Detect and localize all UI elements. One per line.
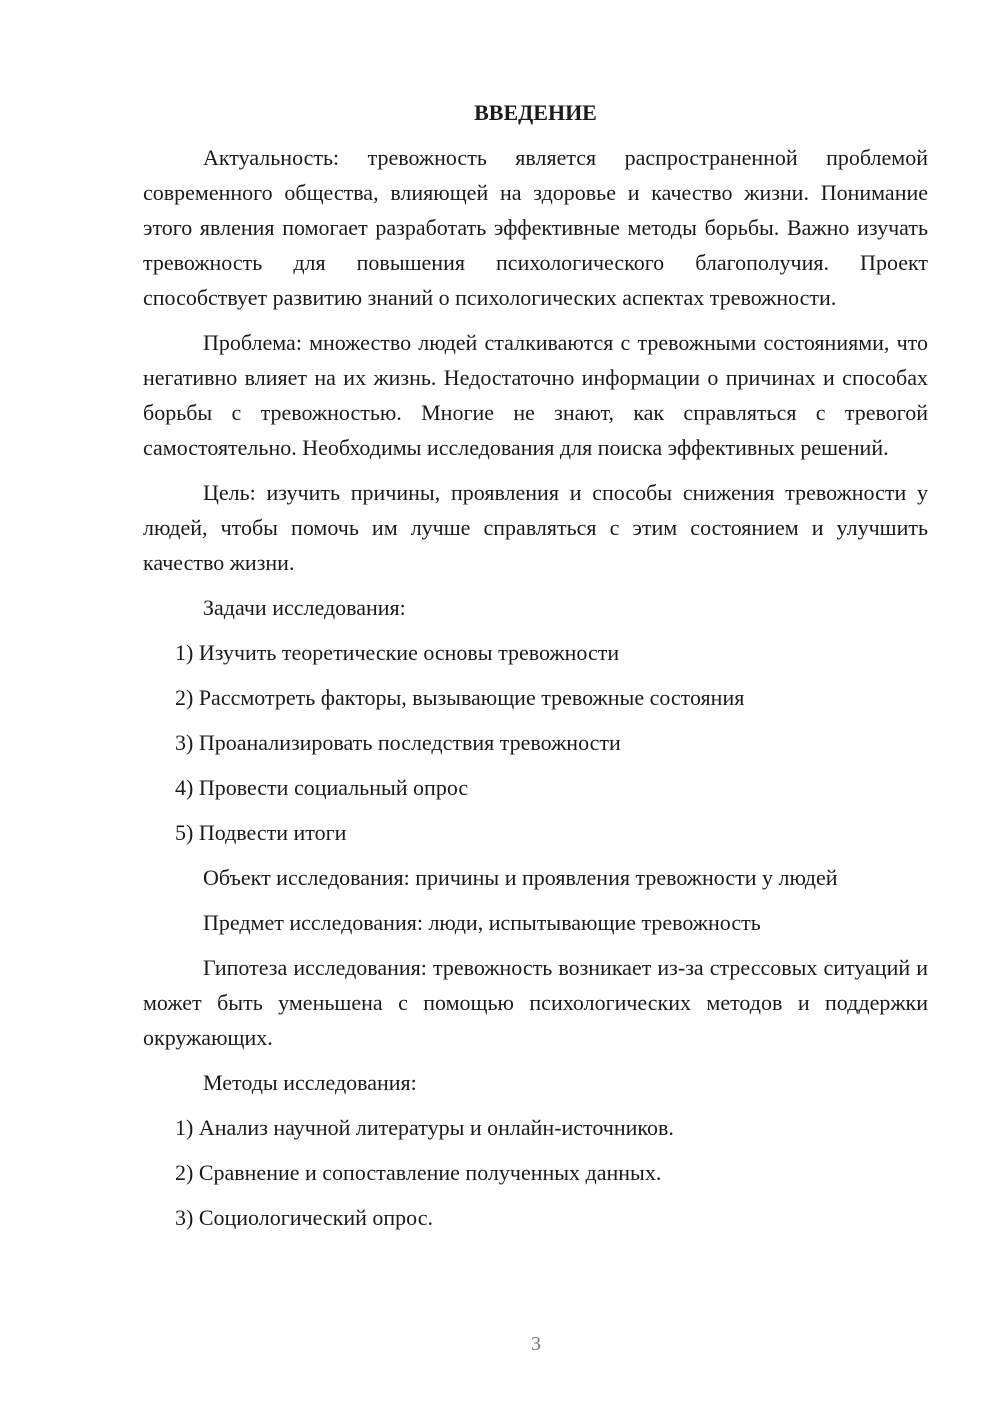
page-content	[143, 95, 928, 1245]
methods-heading: Методы исследования:	[203, 1070, 417, 1095]
task-item-1: 1) Изучить теоретические основы тревожности	[175, 640, 620, 665]
task-item-5: 5) Подвести итоги	[175, 820, 347, 845]
goal-paragraph: Цель: изучить причины, проявления и способы снижения тревожности у людей, чтобы помочь им лучше справляться с этим состоянием и улучшить качество жизни.	[143, 480, 928, 575]
method-item-2: 2) Сравнение и сопоставление полученных данных.	[175, 1160, 662, 1185]
relevance-paragraph: Актуальность: тревожность является распространенной проблемой современного общества, влияющей на здоровье и качество жизни. Понимание этого явления помогает разработать эффективные методы борьбы. Важно изучать тревожность для повышения психологического благополучия. Проект способствует развитию знаний о психологических аспектах тревожности.	[143, 145, 928, 310]
object-line: Объект исследования: причины и проявления тревожности у людей	[203, 865, 838, 890]
page-title: ВВЕДЕНИЕ	[474, 100, 597, 125]
method-item-1: 1) Анализ научной литературы и онлайн-источников.	[175, 1115, 674, 1140]
task-item-4: 4) Провести социальный опрос	[175, 775, 469, 800]
page-number: 3	[531, 1333, 541, 1355]
task-item-3: 3) Проанализировать последствия тревожности	[175, 730, 621, 755]
hypothesis-paragraph: Гипотеза исследования: тревожность возникает из-за стрессовых ситуаций и может быть уменьшена с помощью психологических методов и поддержки окружающих.	[143, 955, 928, 1050]
task-item-2: 2) Рассмотреть факторы, вызывающие тревожные состояния	[175, 685, 745, 710]
subject-line: Предмет исследования: люди, испытывающие тревожность	[203, 910, 761, 935]
problem-paragraph: Проблема: множество людей сталкиваются с тревожными состояниями, что негативно влияет на их жизнь. Недостаточно информации о причинах и способах борьбы с тревожностью. Многие не знают, как справляться с тревогой самостоятельно. Необходимы исследования для поиска эффективных решений.	[143, 330, 928, 460]
method-item-3: 3) Социологический опрос.	[175, 1205, 433, 1230]
tasks-heading: Задачи исследования:	[203, 595, 406, 620]
